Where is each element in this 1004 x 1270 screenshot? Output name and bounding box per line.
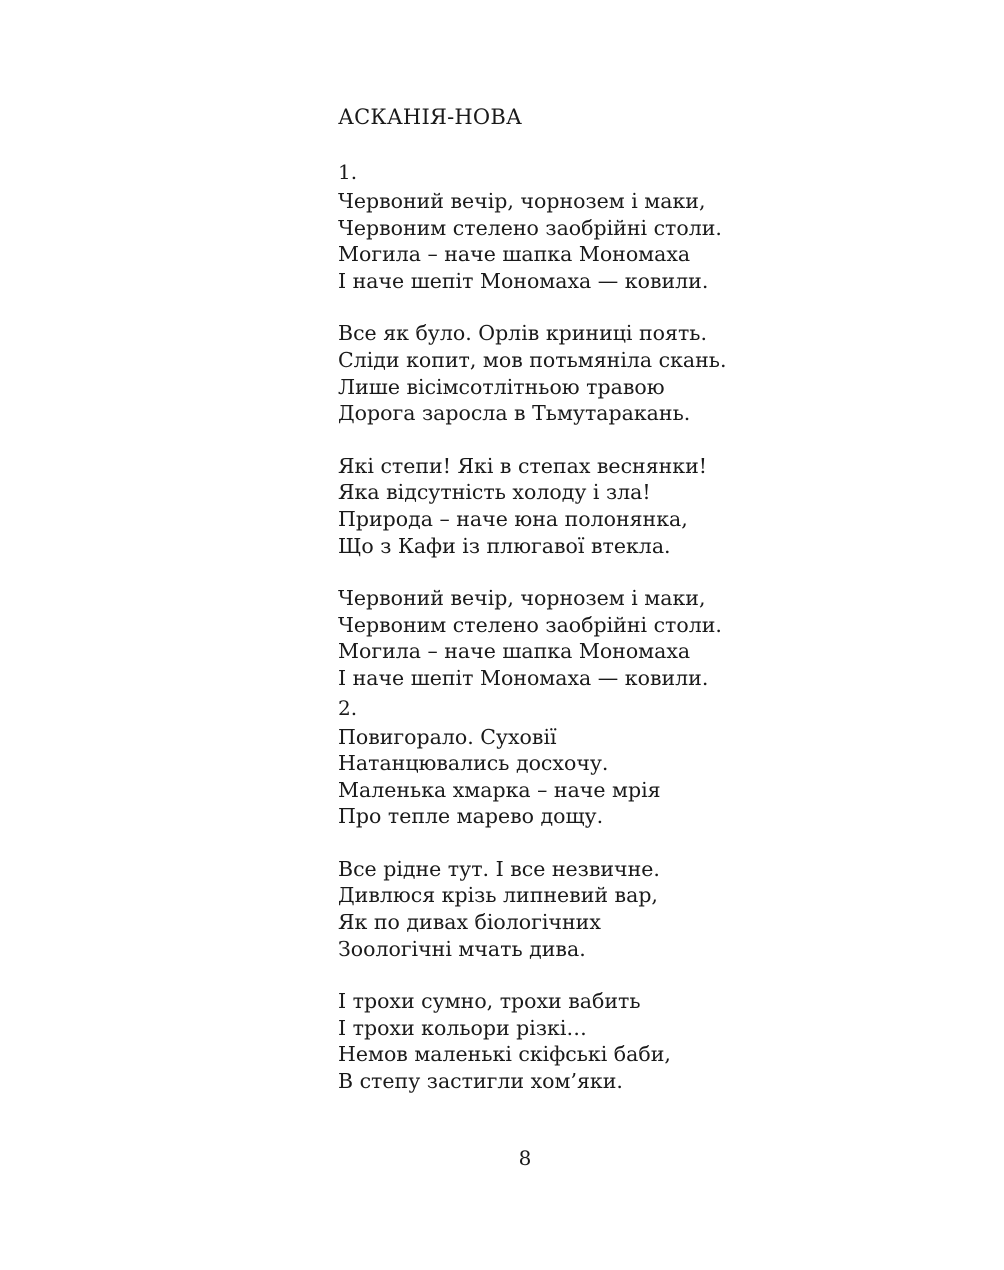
poem-line: І наче шепіт Мономаха — ковили. [338, 268, 709, 293]
stanza [338, 453, 898, 559]
poem-line: Немов маленькі скіфські баби, [338, 1042, 671, 1067]
poem-line: Зоологічні мчать дива. [338, 936, 586, 961]
poem-line: Дорога заросла в Тьмутаракань. [338, 401, 691, 426]
stanza [338, 585, 898, 691]
stanza [338, 856, 898, 962]
poem-line: Все рідне тут. І все незвичне. [338, 856, 660, 881]
poem-line: Які степи! Які в степах веснянки! [338, 453, 708, 478]
stanza [338, 988, 898, 1094]
section-number: 2. [338, 695, 358, 720]
poem-line: В степу застигли хом’яки. [338, 1069, 623, 1094]
poem-line: Все як було. Орлів криниці поять. [338, 321, 707, 346]
stanza [338, 188, 898, 294]
poem-line: Могила – наче шапка Мономаха [338, 242, 691, 267]
poem-line: І трохи сумно, трохи вабить [338, 989, 641, 1014]
poem-line: Що з Кафи із плюгавої втекла. [338, 533, 671, 558]
poem-block [338, 100, 898, 1097]
poem-line: Сліди копит, мов потьмяніла скань. [338, 347, 727, 372]
poem-line: Червоним стелено заобрійні столи. [338, 215, 722, 240]
poem-line: Лише вісімсотлітньою травою [338, 374, 665, 399]
poem-line: Червоний вечір, чорнозем і маки, [338, 189, 706, 213]
poem-line: І трохи кольори різкі… [338, 1015, 587, 1040]
poem-line: Червоний вечір, чорнозем і маки, [338, 586, 706, 611]
poem-line: Як по дивах біологічних [338, 910, 601, 935]
poem-section-2 [338, 694, 898, 1095]
poem-line: Могила – наче шапка Мономаха [338, 639, 691, 664]
poem-line: Натанцювались досхочу. [338, 751, 609, 776]
poem-line: Червоним стелено заобрійні столи. [338, 612, 722, 637]
section-number: 1. [338, 160, 358, 184]
poem-line: І наче шепіт Мономаха — ковили. [338, 665, 709, 690]
poem-section-1 [338, 158, 898, 692]
stanza [338, 320, 898, 426]
poem-line: Яка відсутність холоду і зла! [338, 480, 651, 505]
poem-line: Дивлюся крізь липневий вар, [338, 883, 658, 908]
poem-line: Повигорало. Суховії [338, 724, 557, 749]
poem-title: АСКАНІЯ-НОВА [338, 105, 523, 129]
poem-line: Природа – наче юна полонянка, [338, 506, 688, 531]
poem-line: Про тепле марево дощу. [338, 804, 604, 829]
poem-line: Маленька хмарка – наче мрія [338, 777, 661, 802]
page-number: 8 [518, 1146, 532, 1170]
stanza [338, 724, 898, 830]
